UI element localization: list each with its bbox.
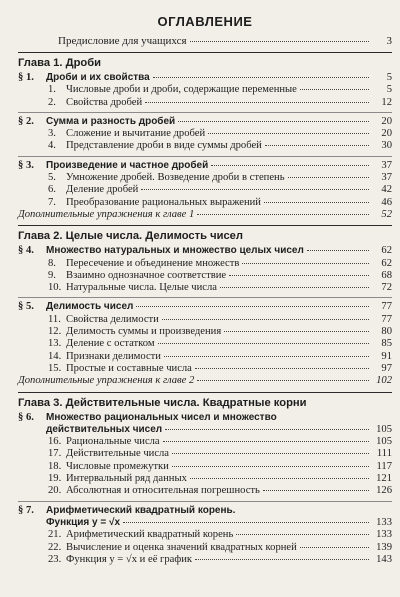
item-number: 22. bbox=[48, 541, 62, 553]
item-title: Простые и составные числа bbox=[66, 362, 192, 374]
toc-item[interactable] bbox=[18, 485, 392, 497]
page-number: 72 bbox=[381, 282, 392, 294]
page-number: 85 bbox=[381, 338, 392, 350]
dot-leader bbox=[224, 331, 369, 332]
section-title: Сумма и разность дробей bbox=[46, 115, 176, 127]
item-number: 10. bbox=[48, 282, 62, 294]
item-title: Рациональные числа bbox=[66, 436, 160, 448]
dot-leader bbox=[242, 263, 369, 264]
item-title: Арифметический квадратный корень bbox=[66, 529, 234, 541]
preface-label: Предисловие для учащихся bbox=[58, 35, 187, 47]
page-number: 5 bbox=[386, 84, 392, 96]
page-number: 133 bbox=[376, 529, 392, 541]
item-title: Умножение дробей. Возведение дроби в степень bbox=[66, 172, 285, 184]
toc-item[interactable] bbox=[18, 197, 392, 209]
dot-leader bbox=[190, 478, 369, 479]
section-number: § 5. bbox=[18, 301, 34, 313]
section-line-continued[interactable] bbox=[18, 517, 392, 529]
item-title: Натуральные числа. Целые числа bbox=[66, 282, 217, 294]
item-number: 1. bbox=[48, 84, 56, 96]
page-number: 133 bbox=[376, 516, 392, 528]
item-number: 13. bbox=[48, 338, 62, 350]
page-number: 77 bbox=[381, 313, 392, 325]
page-number: 42 bbox=[381, 184, 392, 196]
item-number: 18. bbox=[48, 460, 62, 472]
page-number: 77 bbox=[381, 301, 392, 313]
item-title: Взаимно однозначное соответствие bbox=[66, 269, 227, 281]
section-title-continued: Функция y = √x bbox=[46, 516, 121, 528]
section-number: § 6. bbox=[18, 411, 34, 423]
toc-item[interactable] bbox=[18, 140, 392, 152]
section-number: § 1. bbox=[18, 72, 34, 83]
dot-leader bbox=[158, 343, 369, 344]
item-title: Числовые промежутки bbox=[66, 460, 169, 472]
toc-section bbox=[18, 412, 392, 498]
page-number: 37 bbox=[381, 172, 392, 184]
dot-leader bbox=[265, 145, 369, 146]
item-number: 20. bbox=[48, 485, 62, 497]
toc-item[interactable] bbox=[18, 529, 392, 541]
page-number: 97 bbox=[381, 362, 392, 374]
toc-item[interactable] bbox=[18, 128, 392, 140]
dot-leader bbox=[288, 177, 369, 178]
dot-leader bbox=[178, 121, 369, 122]
page-number: 20 bbox=[381, 115, 392, 127]
toc-item[interactable] bbox=[18, 338, 392, 350]
dot-leader bbox=[145, 102, 369, 103]
toc-item[interactable] bbox=[18, 270, 392, 282]
page-number: 62 bbox=[381, 257, 392, 269]
item-number: 15. bbox=[48, 362, 62, 374]
item-number: 17. bbox=[48, 448, 62, 460]
dot-leader bbox=[211, 165, 369, 166]
page-number: 105 bbox=[376, 436, 392, 448]
section-number: § 7. bbox=[18, 504, 34, 516]
chapter-heading[interactable]: Глава 2. Целые числа. Делимость чисел bbox=[18, 225, 392, 245]
dot-leader bbox=[153, 77, 369, 78]
dot-leader bbox=[307, 250, 369, 251]
page-number: 111 bbox=[376, 448, 392, 460]
toc-item[interactable] bbox=[18, 97, 392, 109]
dot-leader bbox=[300, 547, 369, 548]
page-number: 80 bbox=[381, 326, 392, 338]
item-number: 4. bbox=[48, 140, 56, 152]
dot-leader bbox=[165, 429, 369, 430]
item-number: 5. bbox=[48, 172, 56, 184]
dot-leader bbox=[136, 306, 369, 307]
toc-item[interactable] bbox=[18, 184, 392, 196]
item-number: 2. bbox=[48, 96, 56, 108]
page-number: 126 bbox=[376, 485, 392, 497]
toc-item[interactable] bbox=[18, 448, 392, 460]
item-number: 23. bbox=[48, 553, 62, 565]
page-number: 143 bbox=[376, 553, 392, 565]
toc-item[interactable] bbox=[18, 542, 392, 554]
page-number: 37 bbox=[381, 159, 392, 171]
toc-section bbox=[18, 72, 392, 109]
extra-exercises-label: Дополнительные упражнения к главе 1 bbox=[18, 208, 195, 220]
item-title: Деление с остатком bbox=[66, 338, 155, 350]
section-title: Множество рациональных чисел и множество bbox=[46, 411, 277, 423]
dot-leader bbox=[172, 466, 369, 467]
page-number: 30 bbox=[381, 140, 392, 152]
page-number: 5 bbox=[386, 72, 392, 83]
section-number: § 3. bbox=[18, 159, 34, 171]
section-title-continued: действительных чисел bbox=[46, 423, 163, 435]
toc-item[interactable] bbox=[18, 314, 392, 326]
toc-item[interactable] bbox=[18, 172, 392, 184]
dot-leader bbox=[123, 522, 369, 523]
page-number: 52 bbox=[381, 208, 392, 220]
dot-leader bbox=[236, 534, 369, 535]
chapter-heading[interactable]: Глава 3. Действительные числа. Квадратные корни bbox=[18, 392, 392, 412]
page-number: 91 bbox=[381, 350, 392, 362]
toc-section bbox=[18, 297, 392, 375]
item-number: 3. bbox=[48, 128, 56, 140]
item-number: 9. bbox=[48, 269, 56, 281]
toc-item[interactable] bbox=[18, 258, 392, 270]
toc-item[interactable] bbox=[18, 282, 392, 294]
section-title: Делимость чисел bbox=[46, 301, 134, 313]
dot-leader bbox=[172, 453, 369, 454]
section-line[interactable] bbox=[18, 245, 392, 257]
dot-leader bbox=[229, 275, 369, 276]
extra-exercises-line[interactable] bbox=[18, 375, 392, 387]
dot-leader bbox=[141, 189, 369, 190]
toc-item[interactable] bbox=[18, 363, 392, 375]
chapter-heading[interactable]: Глава 1. Дроби bbox=[18, 52, 392, 72]
item-title: Вычисление и оценка значений квадратных корней bbox=[66, 541, 297, 553]
dot-leader bbox=[197, 214, 369, 215]
section-line[interactable] bbox=[18, 412, 392, 424]
item-title: Свойства делимости bbox=[66, 313, 159, 325]
item-number: 8. bbox=[48, 257, 56, 269]
page-number: 12 bbox=[381, 96, 392, 108]
item-number: 12. bbox=[48, 326, 62, 338]
dot-leader bbox=[264, 202, 369, 203]
section-title: Множество натуральных и множество целых чисел bbox=[46, 245, 304, 257]
item-number: 14. bbox=[48, 350, 62, 362]
item-title: Пересечение и объединение множеств bbox=[66, 257, 240, 269]
toc-section bbox=[18, 245, 392, 294]
page-number: 20 bbox=[381, 128, 392, 140]
extra-exercises-line[interactable] bbox=[18, 209, 392, 221]
item-title: Признаки делимости bbox=[66, 350, 161, 362]
item-title: Абсолютная и относительная погрешность bbox=[66, 485, 260, 497]
section-title: Арифметический квадратный корень. bbox=[46, 504, 236, 516]
section-number: § 4. bbox=[18, 245, 34, 257]
page-number: 62 bbox=[381, 245, 392, 257]
item-number: 6. bbox=[48, 184, 56, 196]
item-number: 7. bbox=[48, 196, 56, 208]
item-number: 16. bbox=[48, 436, 62, 448]
dot-leader bbox=[163, 441, 369, 442]
dot-leader bbox=[197, 380, 369, 381]
page-number: 139 bbox=[376, 541, 392, 553]
section-line[interactable] bbox=[18, 72, 392, 84]
item-title: Свойства дробей bbox=[66, 96, 143, 108]
extra-exercises-label: Дополнительные упражнения к главе 2 bbox=[18, 375, 195, 387]
toc-item[interactable] bbox=[18, 351, 392, 363]
page-number: 102 bbox=[376, 375, 392, 387]
dot-leader bbox=[220, 287, 369, 288]
item-title: Числовые дроби и дроби, содержащие переменные bbox=[66, 84, 297, 96]
dot-leader bbox=[190, 41, 369, 42]
item-title: Деление дробей bbox=[66, 184, 139, 196]
section-line[interactable] bbox=[18, 160, 392, 172]
dot-leader bbox=[300, 89, 369, 90]
toc-preface-line[interactable] bbox=[58, 35, 392, 48]
dot-leader bbox=[164, 356, 369, 357]
item-title: Интервальный ряд данных bbox=[66, 473, 187, 485]
dot-leader bbox=[263, 490, 369, 491]
toc-item[interactable] bbox=[18, 473, 392, 485]
toc-item[interactable] bbox=[18, 84, 392, 96]
item-title: Делимость суммы и произведения bbox=[66, 326, 222, 338]
dot-leader bbox=[195, 559, 369, 560]
section-number: § 2. bbox=[18, 115, 34, 127]
page-number: 68 bbox=[381, 269, 392, 281]
toc-item[interactable] bbox=[18, 461, 392, 473]
item-title: Действительные числа bbox=[66, 448, 170, 460]
item-title: Функция y = √x и её график bbox=[66, 553, 193, 565]
item-title: Представление дроби в виде суммы дробей bbox=[66, 140, 262, 152]
toc-title: ОГЛАВЛЕНИЕ bbox=[157, 14, 253, 29]
page-number: 117 bbox=[376, 460, 392, 472]
section-line[interactable] bbox=[18, 116, 392, 128]
section-title: Дроби и их свойства bbox=[46, 72, 150, 83]
section-line[interactable] bbox=[18, 301, 392, 313]
page-number: 121 bbox=[376, 473, 392, 485]
item-number: 11. bbox=[48, 313, 61, 325]
item-number: 21. bbox=[48, 529, 62, 541]
section-line[interactable] bbox=[18, 505, 392, 517]
section-line-continued[interactable] bbox=[18, 424, 392, 436]
toc-item[interactable] bbox=[18, 554, 392, 566]
toc-item[interactable] bbox=[18, 436, 392, 448]
dot-leader bbox=[208, 133, 369, 134]
section-title: Произведение и частное дробей bbox=[46, 159, 209, 171]
toc-item[interactable] bbox=[18, 326, 392, 338]
toc-section bbox=[18, 501, 392, 566]
dot-leader bbox=[195, 368, 369, 369]
item-title: Преобразование рациональных выражений bbox=[66, 196, 261, 208]
page-number: 3 bbox=[386, 35, 392, 47]
dot-leader bbox=[162, 319, 369, 320]
toc-section bbox=[18, 156, 392, 209]
page-number: 46 bbox=[381, 196, 392, 208]
toc-section bbox=[18, 112, 392, 153]
item-title: Сложение и вычитание дробей bbox=[66, 128, 206, 140]
item-number: 19. bbox=[48, 473, 62, 485]
page-number: 105 bbox=[376, 423, 392, 435]
